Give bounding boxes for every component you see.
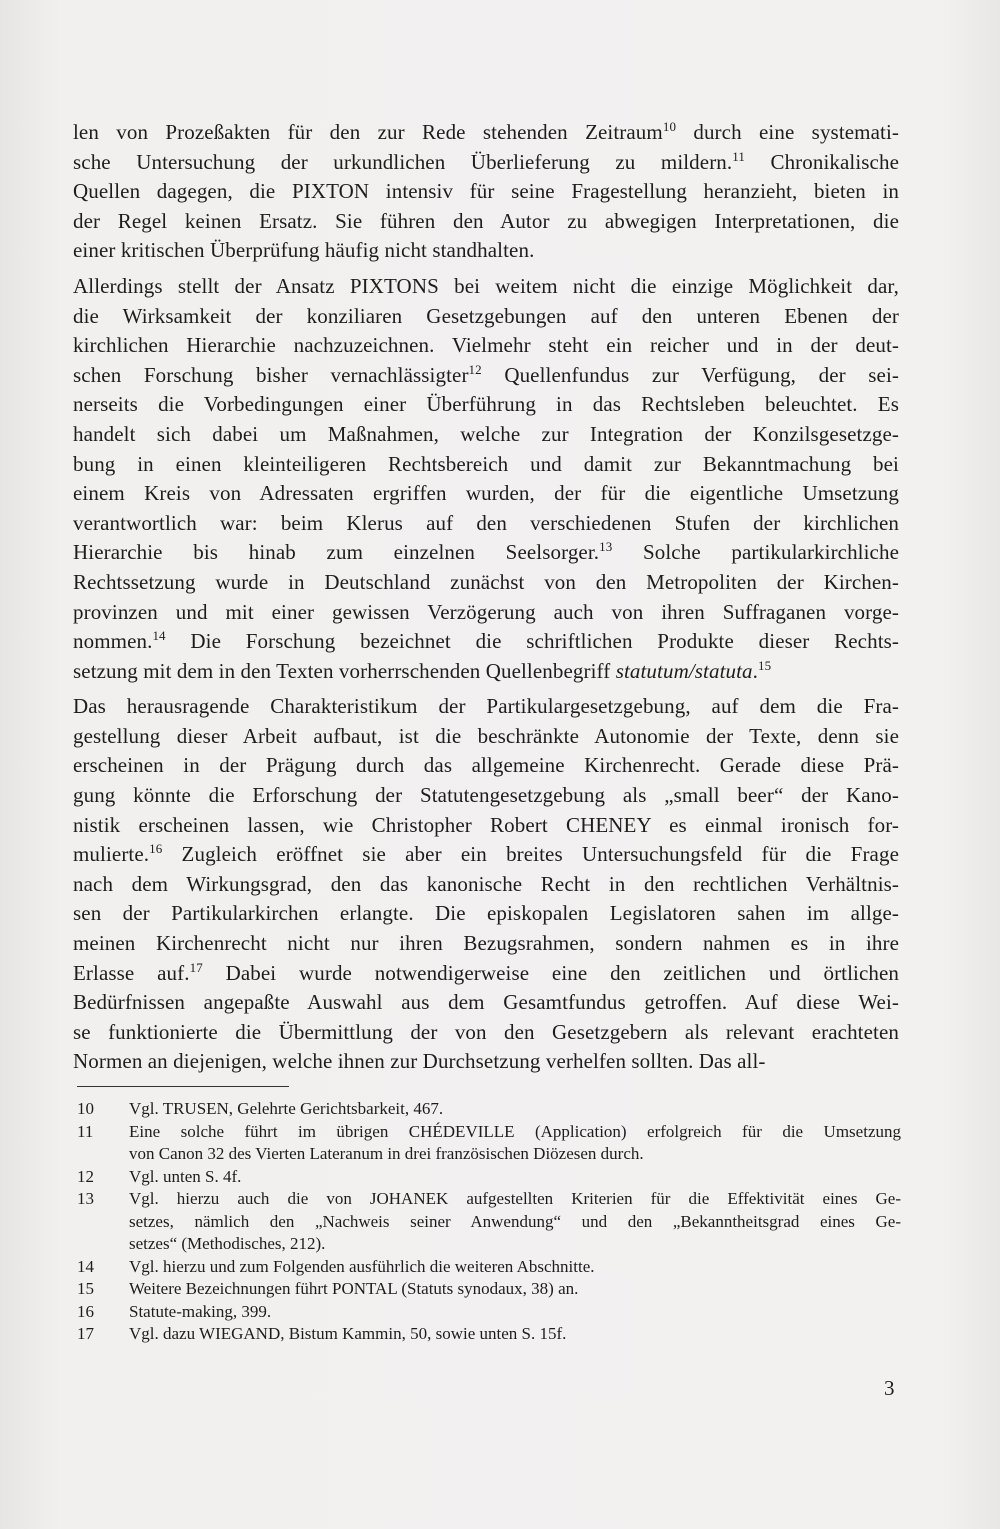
- footnote-reference: 10: [662, 119, 677, 134]
- text-line: [73, 1047, 899, 1077]
- text-run: provinzen und mit einer gewissen Verzögerung auch von ihren Suffraganen vorge-: [73, 599, 899, 624]
- text-line: [73, 509, 899, 539]
- text-run: handelt sich dabei um Maßnahmen, welche zur Integration der Konzilsgesetzge-: [73, 421, 899, 446]
- text-line: [73, 207, 899, 237]
- text-line: [73, 959, 899, 989]
- text-run: Zugleich eröffnet sie aber ein breites Untersuchungsfeld für die Frage: [162, 842, 899, 867]
- text-run: nistik erscheinen lassen, wie Christopher Robert CHENEY es einmal ironisch for-: [73, 812, 899, 837]
- footnote-text: [129, 1301, 901, 1324]
- paragraph: [73, 118, 899, 266]
- text-run: Hierarchie bis hinab zum einzelnen Seelsorger.: [73, 540, 600, 565]
- text-line: [73, 781, 899, 811]
- text-line: [73, 390, 899, 420]
- text-line: [73, 899, 899, 929]
- text-run: nommen.: [73, 629, 153, 654]
- footnote-reference: 12: [468, 361, 482, 377]
- text-line: [73, 811, 899, 841]
- text-run: sche Untersuchung der urkundlichen Überlieferung zu mildern.: [73, 149, 733, 174]
- footnote: [77, 1278, 901, 1301]
- footnote-line: Eine solche führt im übrigen CHÉDEVILLE (Application) erfolgreich für die Umsetzung: [129, 1121, 901, 1141]
- footnote-text: [129, 1098, 901, 1121]
- text-run: die Wirksamkeit der konziliaren Gesetzgebungen auf den unteren Ebenen der: [73, 303, 899, 328]
- footnote-reference: 16: [149, 841, 163, 857]
- text-line: [73, 148, 899, 178]
- footnote-reference: 17: [189, 959, 203, 975]
- text-run: Allerdings stellt der Ansatz PIXTONS bei weitem nicht die einzige Möglichkeit dar,: [73, 273, 899, 298]
- paragraph: [73, 272, 899, 686]
- footnote: [77, 1166, 901, 1189]
- text-line: [73, 479, 899, 509]
- text-run: Chronikalische: [744, 149, 899, 174]
- text-line: [73, 870, 899, 900]
- text-run: meinen Kirchenrecht nicht nur ihren Bezugsrahmen, sondern nahmen es in ihre: [73, 931, 899, 956]
- footnote-text: [129, 1256, 901, 1279]
- footnote-number: 12: [77, 1166, 94, 1186]
- footnote-line: von Canon 32 des Vierten Lateranum in drei französischen Diözesen durch.: [129, 1144, 644, 1163]
- footnote-line: Vgl. hierzu auch die von JOHANEK aufgestellten Kriterien für die Effektivität eines Ge-: [129, 1189, 901, 1208]
- footnote-number: 14: [77, 1256, 94, 1276]
- footnote-line: Vgl. hierzu und zum Folgenden ausführlich die weiteren Abschnitte.: [129, 1256, 595, 1276]
- footnotes: [77, 1098, 901, 1346]
- footnote-number: 13: [77, 1189, 94, 1208]
- footnote: [77, 1121, 901, 1166]
- text-run: .: [752, 658, 758, 683]
- text-line: [73, 722, 899, 752]
- footnote-text: [129, 1166, 901, 1189]
- footnote-line: setzes, nämlich den „Nachweis seiner Anwendung“ und den „Bekanntheitsgrad eines Ge-: [129, 1211, 901, 1231]
- text-line: [73, 272, 899, 302]
- footnote-text: [129, 1278, 901, 1301]
- footnote: [77, 1098, 901, 1121]
- footnote-text: [129, 1121, 901, 1166]
- text-run: len von Prozeßakten für den zur Rede stehenden Zeitraum: [73, 120, 663, 144]
- text-run: Rechtssetzung wurde in Deutschland zunächst von den Metropoliten der Kirchen-: [73, 569, 899, 594]
- footnote-separator: [77, 1086, 289, 1087]
- footnote-number: 17: [77, 1324, 94, 1343]
- footnote-reference: 11: [732, 148, 745, 164]
- text-run: gung könnte die Erforschung der Statutengesetzgebung als „small beer“ der Kano-: [73, 783, 899, 808]
- text-run: Bedürfnissen angepaßte Auswahl aus dem Gesamtfundus getroffen. Auf diese Wei-: [73, 990, 899, 1015]
- text-line: [73, 538, 899, 568]
- text-run: einem Kreis von Adressaten ergriffen wurden, der für die eigentliche Umsetzung: [73, 481, 899, 506]
- text-line: [73, 118, 899, 148]
- footnote: [77, 1256, 901, 1279]
- footnote-text: [129, 1188, 901, 1256]
- paragraph: [73, 692, 899, 1077]
- main-text: [73, 118, 899, 1077]
- text-line: [73, 361, 899, 391]
- text-run: bung in einen kleinteiligeren Rechtsbereich und damit zur Bekanntmachung bei: [73, 451, 899, 476]
- text-run: kirchlichen Hierarchie nachzuzeichnen. Vielmehr steht ein reicher und in der deut-: [73, 333, 899, 358]
- footnote-line: Statute-making, 399.: [129, 1301, 272, 1321]
- page-number: 3: [884, 1376, 895, 1400]
- text-run: durch eine systemati-: [676, 120, 899, 144]
- footnote-line: Vgl. unten S. 4f.: [129, 1166, 242, 1186]
- text-line: [73, 840, 899, 870]
- text-line: [73, 420, 899, 450]
- text-run: Erlasse auf.: [73, 960, 190, 985]
- footnote-line: Vgl. dazu WIEGAND, Bistum Kammin, 50, sowie unten S. 15f.: [129, 1324, 567, 1343]
- text-line: [73, 657, 899, 687]
- text-run: der Regel keinen Ersatz. Sie führen den Autor zu abwegigen Interpretationen, die: [73, 208, 899, 233]
- text-line: [73, 568, 899, 598]
- italic-term: statutum/statuta: [615, 658, 753, 683]
- footnote-text: [129, 1323, 901, 1346]
- footnote-line: Vgl. TRUSEN, Gelehrte Gerichtsbarkeit, 467.: [129, 1099, 444, 1118]
- text-line: [73, 236, 899, 266]
- text-run: Solche partikularkirchliche: [612, 540, 899, 565]
- text-run: nerseits die Vorbedingungen einer Überführung in das Rechtsleben beleuchtet. Es: [73, 392, 899, 417]
- text-run: setzung mit dem in den Texten vorherrschenden Quellenbegriff: [73, 658, 616, 683]
- footnote: [77, 1188, 901, 1256]
- text-run: gestellung dieser Arbeit aufbaut, ist die beschränkte Autonomie der Texte, denn sie: [73, 723, 899, 748]
- text-run: nach dem Wirkungsgrad, den das kanonische Recht in den rechtlichen Verhältnis-: [73, 871, 899, 896]
- text-run: einer kritischen Überprüfung häufig nicht standhalten.: [73, 238, 535, 263]
- text-line: [73, 988, 899, 1018]
- footnote: [77, 1323, 901, 1346]
- footnote: [77, 1301, 901, 1324]
- text-line: [73, 692, 899, 722]
- text-line: [73, 177, 899, 207]
- text-line: [73, 929, 899, 959]
- footnote-reference: 15: [758, 657, 772, 673]
- footnote-line: Weitere Bezeichnungen führt PONTAL (Statuts synodaux, 38) an.: [129, 1279, 579, 1298]
- text-run: mulierte.: [73, 842, 150, 867]
- text-line: [73, 450, 899, 480]
- footnote-line: setzes“ (Methodisches, 212).: [129, 1234, 326, 1253]
- text-run: verantwortlich war: beim Klerus auf den verschiedenen Stufen der kirchlichen: [73, 510, 899, 535]
- text-run: Das herausragende Charakteristikum der Partikulargesetzgebung, auf dem die Fra-: [73, 694, 899, 719]
- text-run: se funktionierte die Übermittlung der von den Gesetzgebern als relevant erachteten: [73, 1019, 899, 1044]
- text-line: [73, 751, 899, 781]
- text-run: sen der Partikularkirchen erlangte. Die episkopalen Legislatoren sahen im allge-: [73, 901, 899, 926]
- text-line: [73, 1018, 899, 1048]
- text-run: erscheinen in der Prägung durch das allgemeine Kirchenrecht. Gerade diese Prä-: [73, 753, 899, 778]
- footnote-reference: 14: [152, 628, 166, 644]
- text-line: [73, 331, 899, 361]
- text-run: Die Forschung bezeichnet die schriftlichen Produkte dieser Rechts-: [165, 629, 899, 654]
- text-run: schen Forschung bisher vernachlässigter: [73, 362, 469, 387]
- text-run: Normen an diejenigen, welche ihnen zur Durchsetzung verhelfen sollten. Das all-: [73, 1049, 766, 1074]
- text-line: [73, 598, 899, 628]
- footnote-number: 15: [77, 1279, 94, 1298]
- footnote-number: 10: [77, 1099, 94, 1118]
- footnote-reference: 13: [599, 539, 613, 555]
- text-run: Dabei wurde notwendigerweise eine den zeitlichen und örtlichen: [202, 960, 900, 985]
- text-run: Quellenfundus zur Verfügung, der sei-: [481, 362, 899, 387]
- text-run: Quellen dagegen, die PIXTON intensiv für seine Fragestellung heranzieht, bieten in: [73, 179, 899, 204]
- text-line: [73, 627, 899, 657]
- footnote-number: 16: [77, 1301, 94, 1321]
- text-line: [73, 302, 899, 332]
- footnote-number: 11: [77, 1121, 94, 1141]
